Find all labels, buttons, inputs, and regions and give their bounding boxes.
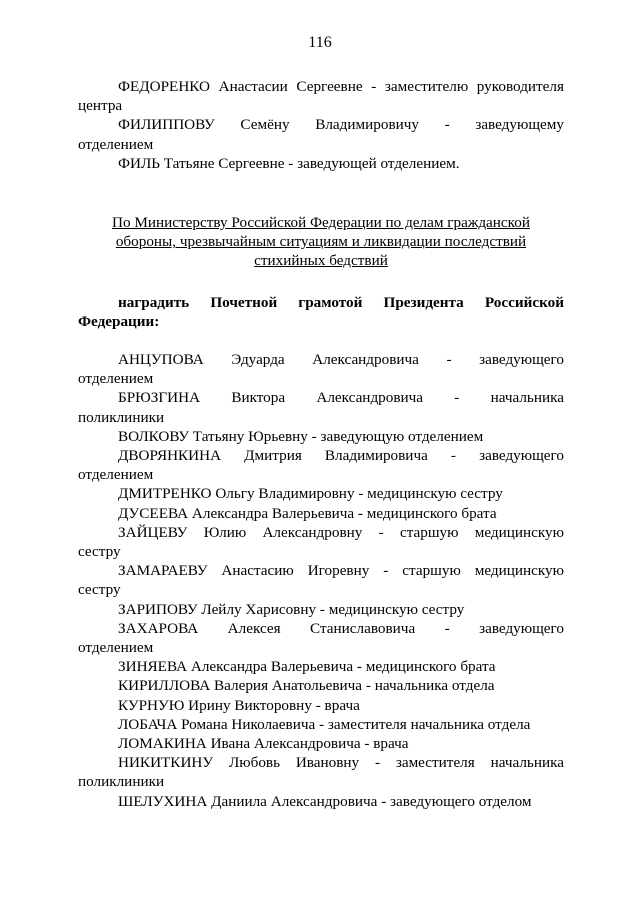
entry-continuation: отделением — [78, 370, 154, 388]
entry-line: ШЕЛУХИНА Даниила Александровича - заведующего отделом — [118, 792, 532, 810]
entry-continuation: отделением — [78, 135, 154, 153]
award-continuation: Федерации: — [78, 313, 160, 331]
section-heading-line: По Министерству Российской Федерации по делам гражданской — [112, 214, 530, 231]
award-list — [78, 350, 564, 811]
list-item — [78, 657, 564, 676]
list-item — [78, 734, 564, 753]
top-entries — [78, 77, 564, 173]
entry-line: ЗАЙЦЕВУ Юлию Александровну - старшую медицинскую — [118, 523, 564, 541]
list-item — [78, 350, 564, 388]
award-statement — [78, 293, 564, 331]
list-item — [78, 792, 564, 811]
entry-line: АНЦУПОВА Эдуарда Александровича - заведующего — [118, 351, 564, 368]
entry-line: ФИЛИППОВУ Семёну Владимировичу - заведующему — [118, 116, 564, 134]
list-item — [78, 77, 564, 115]
entry-line: ДУСЕЕВА Александра Валерьевича - медицинского брата — [118, 504, 497, 522]
entry-continuation: поликлиники — [78, 773, 165, 791]
entry-line: ФЕДОРЕНКО Анастасии Сергеевне - заместителю руководителя — [118, 78, 564, 95]
entry-line: НИКИТКИНУ Любовь Ивановну - заместителя начальника — [118, 754, 564, 772]
entry-line: БРЮЗГИНА Виктора Александровича - начальника — [118, 389, 564, 407]
entry-line: КИРИЛЛОВА Валерия Анатольевича - начальника отдела — [118, 677, 495, 695]
entry-line: ФИЛЬ Татьяне Сергеевне - заведующей отделением. — [118, 154, 460, 172]
entry-continuation: сестру — [78, 581, 121, 599]
list-item — [78, 115, 564, 153]
entry-line: ДМИТРЕНКО Ольгу Владимировну - медицинскую сестру — [118, 485, 503, 503]
award-line: наградить Почетной грамотой Президента Российской — [118, 294, 564, 311]
list-item — [78, 504, 564, 523]
list-item — [78, 484, 564, 503]
entry-continuation: поликлиники — [78, 408, 165, 426]
list-item — [78, 446, 564, 484]
list-item — [78, 676, 564, 695]
entry-line: ЗАРИПОВУ Лейлу Харисовну - медицинскую сестру — [118, 600, 465, 618]
list-item — [78, 753, 564, 791]
list-item — [78, 696, 564, 715]
list-item — [78, 523, 564, 561]
entry-continuation: сестру — [78, 543, 121, 561]
list-item — [78, 561, 564, 599]
entry-line: ЗИНЯЕВА Александра Валерьевича - медицинского брата — [118, 658, 496, 676]
entry-continuation: центра — [78, 97, 123, 115]
entry-line: ЛОБАЧА Романа Николаевича - заместителя начальника отдела — [118, 715, 531, 733]
page-number: 116 — [308, 34, 332, 51]
entry-line: ВОЛКОВУ Татьяну Юрьевну - заведующую отделением — [118, 427, 484, 445]
list-item — [78, 715, 564, 734]
list-item — [78, 619, 564, 657]
entry-line: ЗАМАРАЕВУ Анастасию Игоревну - старшую медицинскую — [118, 562, 564, 580]
section-heading-line: стихийных бедствий — [254, 252, 388, 270]
section-heading — [78, 213, 564, 271]
list-item — [78, 388, 564, 426]
list-item — [78, 154, 564, 173]
list-item — [78, 427, 564, 446]
entry-line: ЛОМАКИНА Ивана Александровича - врача — [118, 735, 409, 753]
entry-continuation: отделением — [78, 639, 154, 657]
list-item — [78, 600, 564, 619]
entry-line: КУРНУЮ Ирину Викторовну - врача — [118, 696, 360, 714]
section-heading-line: обороны, чрезвычайным ситуациям и ликвидации последствий — [115, 233, 527, 251]
entry-line: ЗАХАРОВА Алексея Станиславовича - заведующего — [118, 619, 564, 637]
entry-continuation: отделением — [78, 466, 154, 484]
entry-line: ДВОРЯНКИНА Дмитрия Владимировича - заведующего — [118, 447, 564, 465]
